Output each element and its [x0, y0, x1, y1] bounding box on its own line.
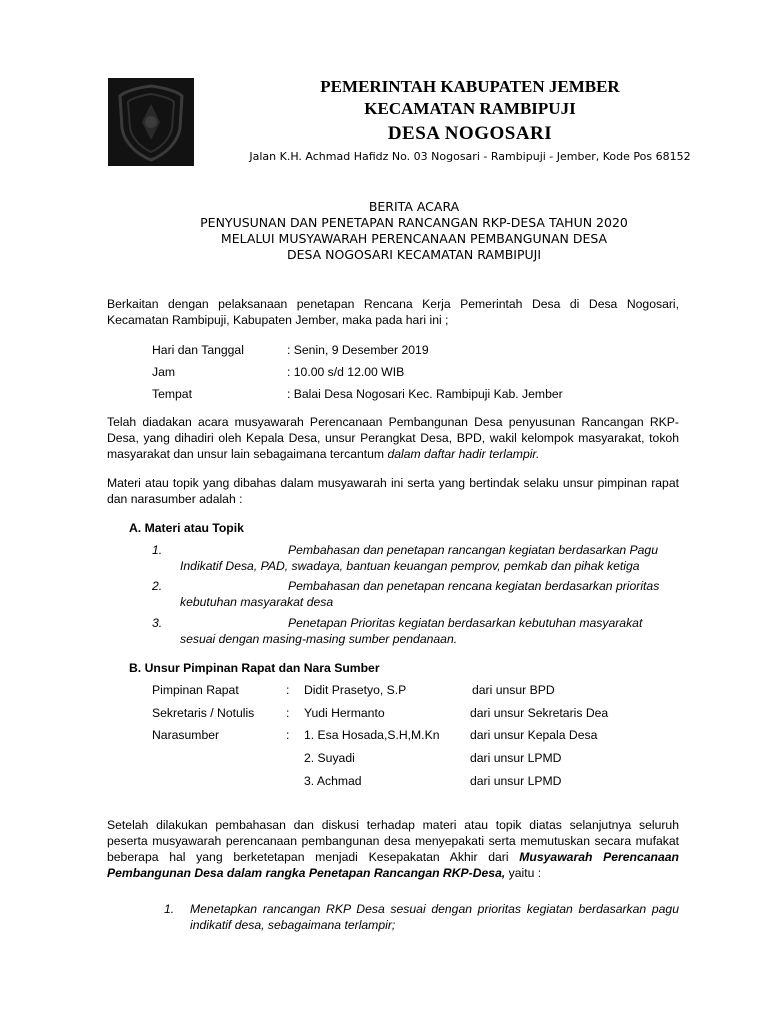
schedule-label: Tempat: [152, 387, 192, 401]
section-a-heading: A. Materi atau Topik: [129, 521, 244, 535]
attendance-note: dalam daftar hadir terlampir.: [387, 447, 540, 461]
role-colon: :: [286, 706, 290, 720]
agreement-text: yaitu :: [505, 866, 542, 880]
person-name: 2. Suyadi: [304, 751, 355, 765]
schedule-value: : 10.00 s/d 12.00 WIB: [287, 365, 405, 379]
topic-text-line: Penetapan Prioritas kegiatan berdasarkan kebutuhan masyarakat: [288, 616, 643, 630]
topic-text-line: sesuai dengan masing-masing sumber pendanaan.: [180, 632, 458, 646]
role-label: Pimpinan Rapat: [152, 683, 239, 697]
person-origin: dari unsur LPMD: [470, 751, 562, 765]
emblem-shield-icon: [108, 78, 194, 166]
decision-number: 1.: [164, 902, 175, 916]
section-b-heading: B. Unsur Pimpinan Rapat dan Nara Sumber: [129, 661, 380, 675]
topic-number: 3.: [152, 616, 163, 630]
agreement-line: [107, 849, 679, 865]
title-line-2: PENYUSUNAN DAN PENETAPAN RANCANGAN RKP-DESA TAHUN 2020: [200, 215, 628, 230]
schedule-label: Hari dan Tanggal: [152, 343, 244, 357]
topic-text-line: kebutuhan masyarakat desa: [180, 595, 334, 609]
letterhead-government: PEMERINTAH KABUPATEN JEMBER: [320, 77, 620, 96]
role-colon: :: [286, 683, 290, 697]
schedule-value: : Senin, 9 Desember 2019: [287, 343, 429, 357]
letterhead: [200, 76, 740, 148]
person-name: Yudi Hermanto: [304, 706, 385, 720]
schedule-label: Jam: [152, 365, 176, 379]
title-line-1: BERITA ACARA: [368, 199, 460, 214]
topic-text-line: Indikatif Desa, PAD, swadaya, bantuan keuangan pemprov, pemkab dan pihak ketiga: [180, 559, 640, 573]
letterhead-village: DESA NOGOSARI: [387, 123, 553, 144]
letterhead-address: Jalan K.H. Achmad Hafidz No. 03 Nogosari - Rambipuji - Jember, Kode Pos 68152: [249, 150, 691, 163]
agreement-emphasis: Musyawarah Perencanaan: [519, 850, 680, 864]
person-origin: dari unsur LPMD: [470, 774, 562, 788]
topic-number: 2.: [152, 579, 163, 593]
role-label: Sekretaris / Notulis: [152, 706, 255, 720]
attendance-text: Telah diadakan acara musyawarah Perencanaan Pembangunan Desa penyusunan Rancangan RKP-Desa, yang dihadiri oleh Kepala Desa, unsur Perangkat Desa, BPD, wakil kelompok masyarakat, tokoh masyarakat dan unsur lain sebagaimana tercantum: [107, 415, 679, 461]
agreement-line: Setelah dilakukan pembahasan dan diskusi terhadap materi atau topik diatas selanjutnya seluruh: [107, 818, 679, 832]
regency-emblem-logo: [108, 78, 194, 166]
topic-number: 1.: [152, 543, 163, 557]
person-name: 1. Esa Hosada,S.H,M.Kn: [304, 728, 440, 742]
agreement-emphasis: Pembangunan Desa dalam rangka Penetapan Rancangan RKP-Desa,: [107, 866, 506, 880]
title-line-4: DESA NOGOSARI KECAMATAN RAMBIPUJI: [286, 247, 542, 262]
person-name: 3. Achmad: [304, 774, 362, 788]
role-label: Narasumber: [152, 728, 220, 742]
agreement-text: beberapa hal yang berketetapan menjadi Kesepakatan Akhir dari: [107, 850, 520, 864]
agreement-line: [107, 865, 541, 881]
topic-text-line: Pembahasan dan penetapan rancangan kegiatan berdasarkan Pagu: [288, 543, 658, 557]
letterhead-district: KECAMATAN RAMBIPUJI: [364, 99, 576, 118]
topics-intro-paragraph: Materi atau topik yang dibahas dalam musyawarah ini serta yang bertindak selaku unsur pimpinan rapat dan narasumber adalah :: [107, 476, 679, 506]
title-line-3: MELALUI MUSYAWARAH PERENCANAAN PEMBANGUNAN DESA: [220, 231, 608, 246]
document-title: [60, 199, 768, 263]
person-origin: dari unsur BPD: [472, 683, 555, 697]
topic-text-line: Pembahasan dan penetapan rencana kegiatan berdasarkan prioritas: [288, 579, 660, 593]
intro-paragraph: Berkaitan dengan pelaksanaan penetapan Rencana Kerja Pemerintah Desa di Desa Nogosari, Kecamatan Rambipuji, Kabupaten Jember, maka pada hari ini ;: [107, 297, 679, 327]
person-origin: dari unsur Sekretaris Dea: [470, 706, 609, 720]
schedule-value: : Balai Desa Nogosari Kec. Rambipuji Kab. Jember: [287, 387, 563, 401]
role-colon: :: [286, 728, 290, 742]
person-origin: dari unsur Kepala Desa: [470, 728, 598, 742]
person-name: Didit Prasetyo, S.P: [304, 683, 407, 697]
attendance-paragraph: [107, 414, 679, 462]
agreement-line: peserta musyawarah perencanaan pembangunan desa menyepakati serta memutuskan secara mufakat: [107, 834, 679, 848]
decision-text-line: indikatif desa, sebagaimana terlampir;: [190, 918, 396, 932]
decision-text-line: Menetapkan rancangan RKP Desa sesuai dengan prioritas kegiatan berdasarkan pagu: [190, 902, 679, 916]
